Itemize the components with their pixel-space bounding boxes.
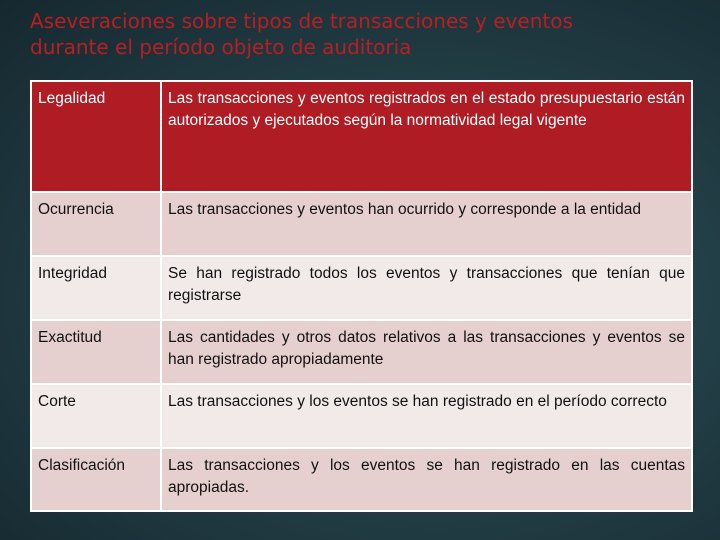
description-cell: Las transacciones y los eventos se han registrado en las cuentas apropiadas. bbox=[161, 448, 692, 511]
slide-title-line-1: Aseveraciones sobre tipos de transacciones y eventos bbox=[30, 9, 573, 33]
description-cell: Las cantidades y otros datos relativos a las transacciones y eventos se han registrado apropiadamente bbox=[161, 320, 692, 384]
term-cell: Legalidad bbox=[31, 81, 161, 192]
table-row-clasificacion bbox=[31, 448, 692, 511]
assertions-table bbox=[30, 80, 693, 512]
table-row-corte bbox=[31, 384, 692, 448]
table-row-integridad bbox=[31, 256, 692, 320]
term-cell: Clasificación bbox=[31, 448, 161, 511]
description-cell: Se han registrado todos los eventos y transacciones que tenían que registrarse bbox=[161, 256, 692, 320]
table-row-ocurrencia bbox=[31, 192, 692, 256]
table-row-exactitud bbox=[31, 320, 692, 384]
table-row-legalidad bbox=[31, 81, 692, 192]
term-cell: Integridad bbox=[31, 256, 161, 320]
description-cell: Las transacciones y eventos han ocurrido y corresponde a la entidad bbox=[161, 192, 692, 256]
term-cell: Corte bbox=[31, 384, 161, 448]
slide-title bbox=[30, 8, 690, 60]
term-cell: Exactitud bbox=[31, 320, 161, 384]
description-cell: Las transacciones y los eventos se han registrado en el período correcto bbox=[161, 384, 692, 448]
slide-title-line-2: durante el período objeto de auditoria bbox=[30, 35, 412, 59]
term-cell: Ocurrencia bbox=[31, 192, 161, 256]
description-cell: Las transacciones y eventos registrados en el estado presupuestario están autorizados y ejecutados según la normatividad legal vigente bbox=[161, 81, 692, 192]
